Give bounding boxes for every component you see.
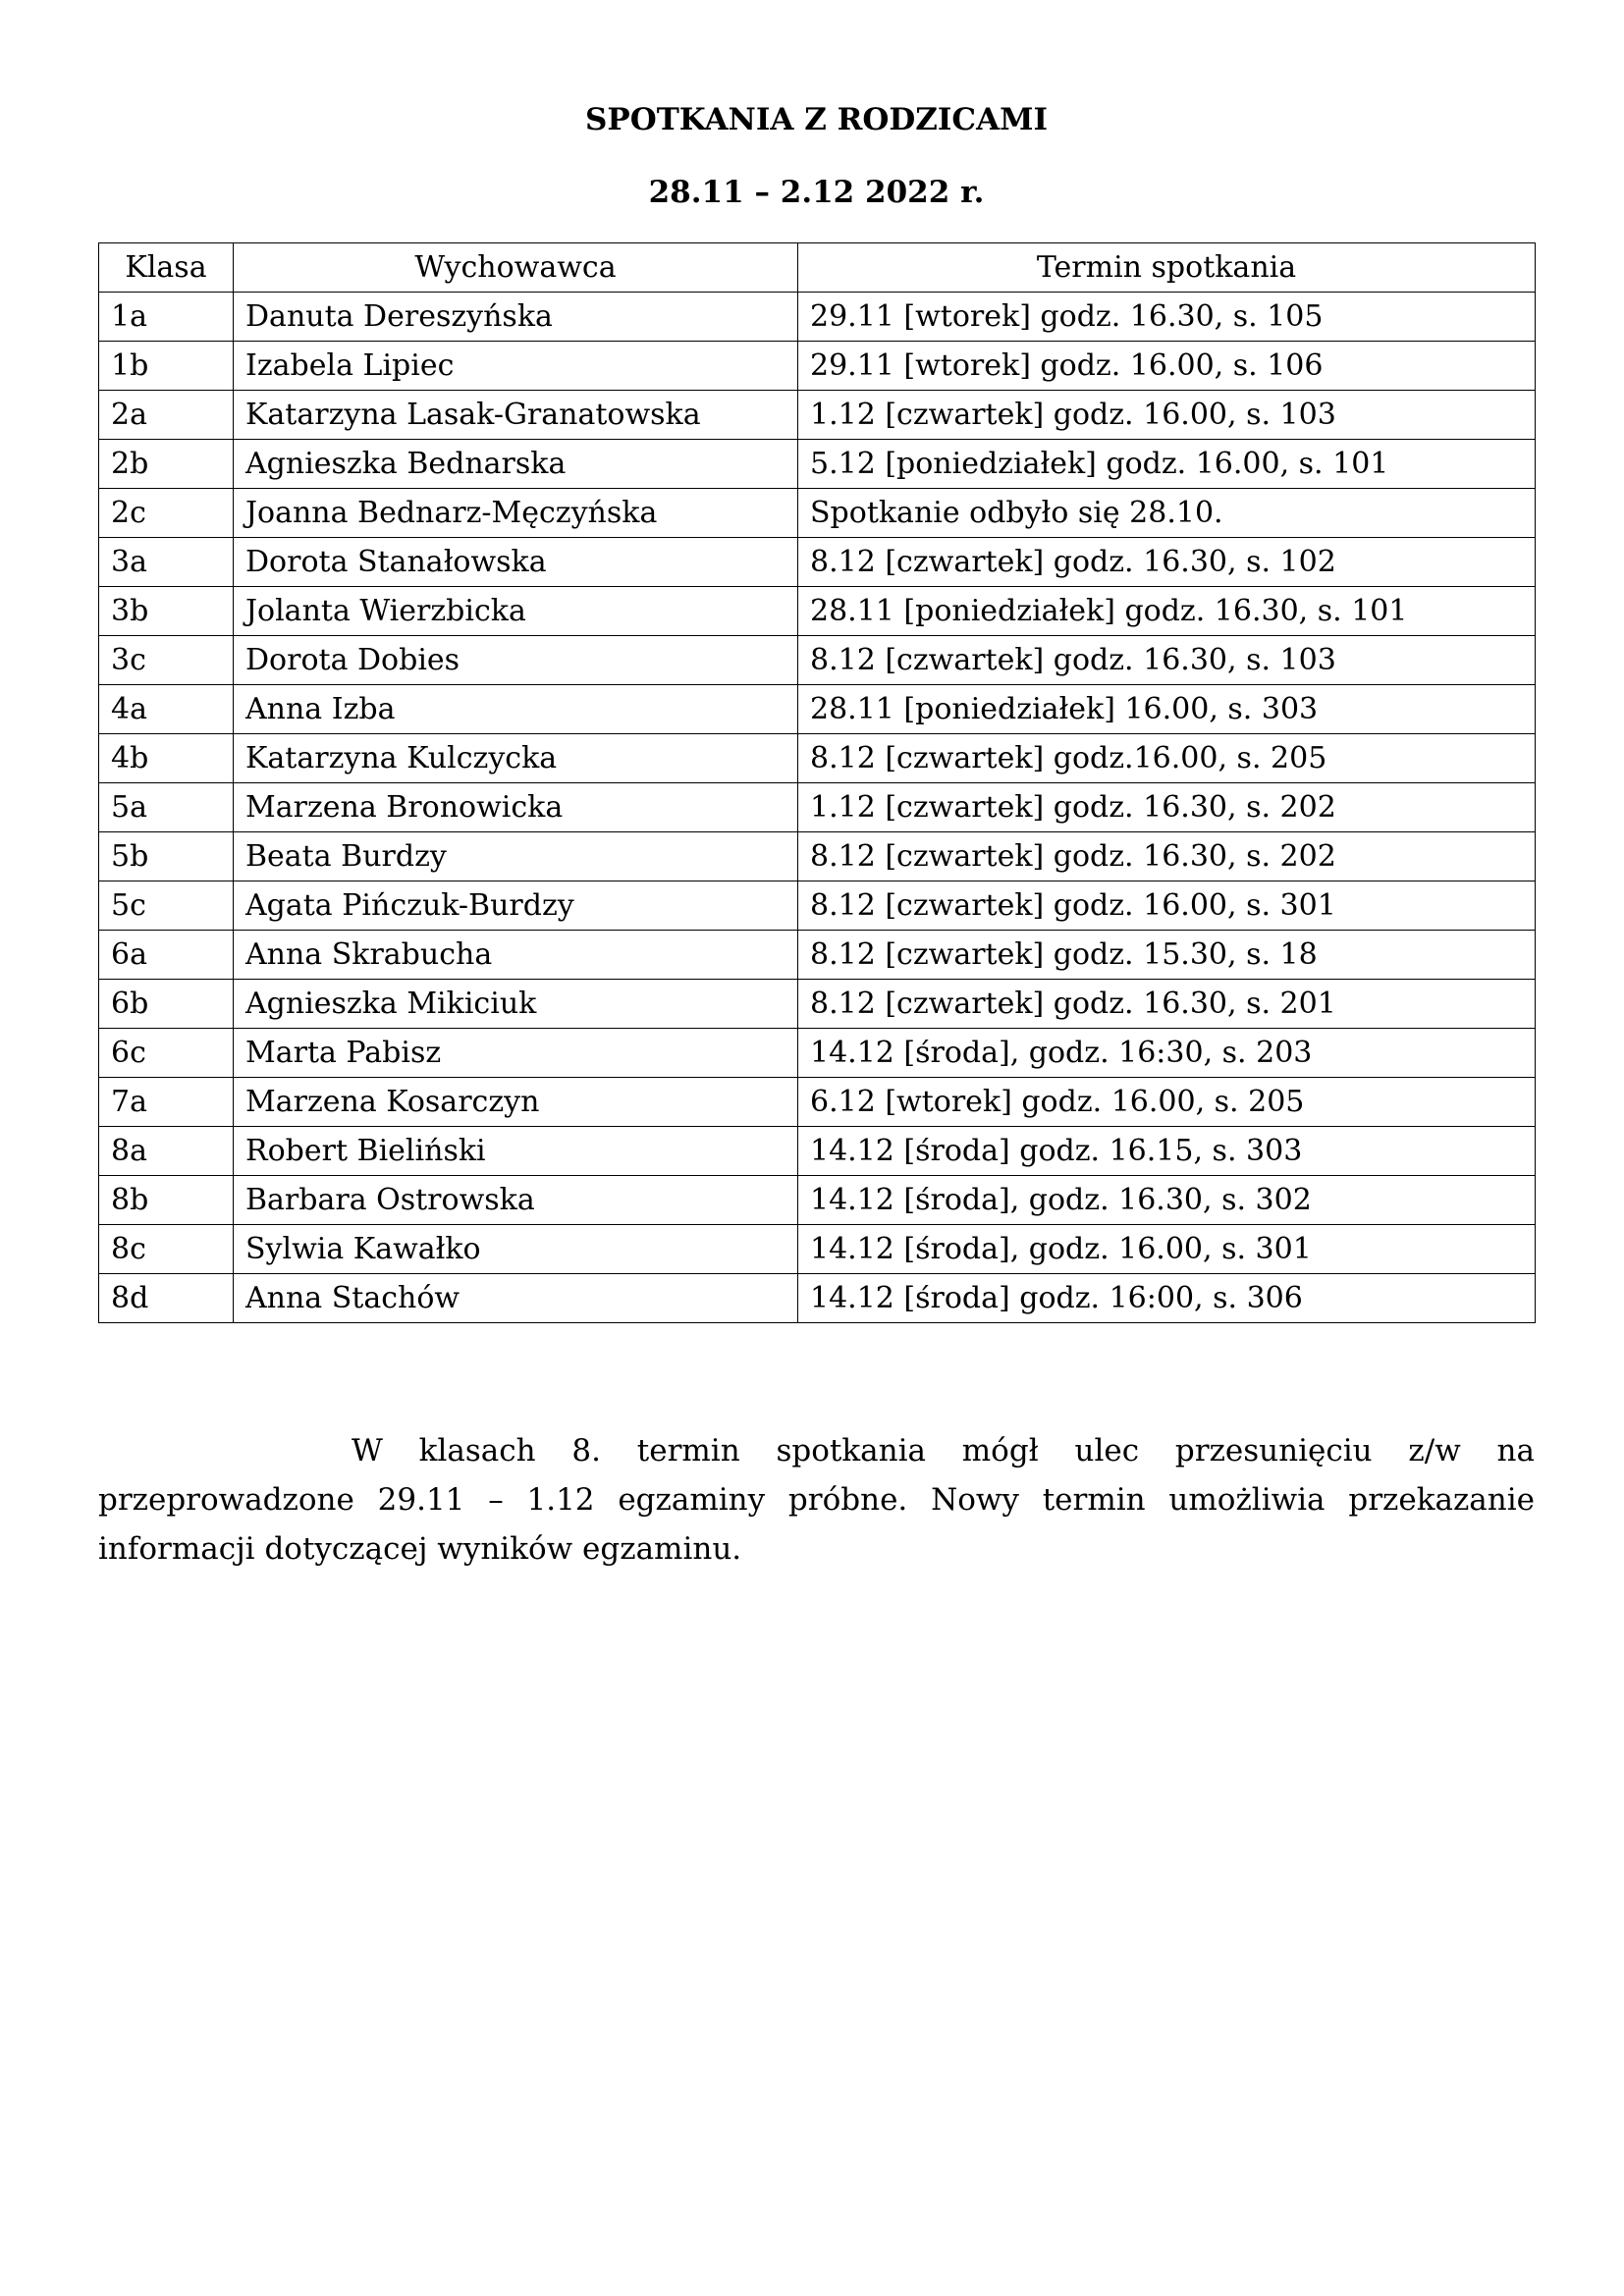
cell-teacher: Agnieszka Bednarska xyxy=(234,440,798,489)
cell-meeting-date: 1.12 [czwartek] godz. 16.00, s. 103 xyxy=(798,391,1536,440)
cell-class: 8c xyxy=(99,1225,234,1274)
cell-class: 5b xyxy=(99,832,234,881)
cell-meeting-date: 14.12 [środa], godz. 16:30, s. 203 xyxy=(798,1029,1536,1078)
cell-teacher: Robert Bieliński xyxy=(234,1127,798,1176)
cell-teacher: Anna Izba xyxy=(234,685,798,734)
table-row xyxy=(99,587,1536,636)
table-row xyxy=(99,1225,1536,1274)
table-row xyxy=(99,931,1536,980)
cell-meeting-date: 29.11 [wtorek] godz. 16.00, s. 106 xyxy=(798,342,1536,391)
table-row xyxy=(99,1176,1536,1225)
header-teacher: Wychowawca xyxy=(234,243,798,293)
table-row xyxy=(99,1078,1536,1127)
table-row xyxy=(99,636,1536,685)
table-row xyxy=(99,1127,1536,1176)
cell-meeting-date: 29.11 [wtorek] godz. 16.30, s. 105 xyxy=(798,293,1536,342)
table-row xyxy=(99,293,1536,342)
cell-teacher: Anna Skrabucha xyxy=(234,931,798,980)
cell-teacher: Katarzyna Lasak-Granatowska xyxy=(234,391,798,440)
cell-teacher: Katarzyna Kulczycka xyxy=(234,734,798,783)
cell-teacher: Marzena Bronowicka xyxy=(234,783,798,832)
cell-meeting-date: 1.12 [czwartek] godz. 16.30, s. 202 xyxy=(798,783,1536,832)
cell-teacher: Marzena Kosarczyn xyxy=(234,1078,798,1127)
table-row xyxy=(99,391,1536,440)
cell-teacher: Agata Pińczuk-Burdzy xyxy=(234,881,798,931)
cell-class: 3a xyxy=(99,538,234,587)
cell-class: 6b xyxy=(99,980,234,1029)
cell-class: 8d xyxy=(99,1274,234,1323)
cell-meeting-date: 8.12 [czwartek] godz. 16.30, s. 102 xyxy=(798,538,1536,587)
cell-meeting-date: 5.12 [poniedziałek] godz. 16.00, s. 101 xyxy=(798,440,1536,489)
cell-teacher: Sylwia Kawałko xyxy=(234,1225,798,1274)
table-row xyxy=(99,685,1536,734)
cell-teacher: Izabela Lipiec xyxy=(234,342,798,391)
cell-class: 8b xyxy=(99,1176,234,1225)
cell-teacher: Joanna Bednarz-Męczyńska xyxy=(234,489,798,538)
cell-meeting-date: 8.12 [czwartek] godz.16.00, s. 205 xyxy=(798,734,1536,783)
cell-meeting-date: 14.12 [środa], godz. 16.00, s. 301 xyxy=(798,1225,1536,1274)
cell-meeting-date: 8.12 [czwartek] godz. 16.00, s. 301 xyxy=(798,881,1536,931)
header-class: Klasa xyxy=(99,243,234,293)
table-row xyxy=(99,538,1536,587)
document-title: SPOTKANIA Z RODZICAMI xyxy=(585,102,1048,137)
cell-class: 3c xyxy=(99,636,234,685)
cell-teacher: Dorota Dobies xyxy=(234,636,798,685)
cell-meeting-date: 8.12 [czwartek] godz. 16.30, s. 103 xyxy=(798,636,1536,685)
cell-class: 6c xyxy=(99,1029,234,1078)
cell-meeting-date: 8.12 [czwartek] godz. 16.30, s. 201 xyxy=(798,980,1536,1029)
cell-class: 3b xyxy=(99,587,234,636)
cell-meeting-date: 28.11 [poniedziałek] godz. 16.30, s. 101 xyxy=(798,587,1536,636)
cell-class: 5a xyxy=(99,783,234,832)
cell-teacher: Danuta Dereszyńska xyxy=(234,293,798,342)
cell-teacher: Anna Stachów xyxy=(234,1274,798,1323)
cell-meeting-date: 28.11 [poniedziałek] 16.00, s. 303 xyxy=(798,685,1536,734)
cell-class: 6a xyxy=(99,931,234,980)
cell-teacher: Agnieszka Mikiciuk xyxy=(234,980,798,1029)
table-body xyxy=(99,293,1536,1323)
cell-class: 8a xyxy=(99,1127,234,1176)
header-meeting-date: Termin spotkania xyxy=(798,243,1536,293)
cell-class: 4b xyxy=(99,734,234,783)
meetings-table xyxy=(98,242,1536,1323)
cell-meeting-date: Spotkanie odbyło się 28.10. xyxy=(798,489,1536,538)
cell-class: 5c xyxy=(99,881,234,931)
cell-class: 2c xyxy=(99,489,234,538)
cell-class: 4a xyxy=(99,685,234,734)
cell-class: 7a xyxy=(99,1078,234,1127)
cell-class: 1a xyxy=(99,293,234,342)
table-row xyxy=(99,734,1536,783)
document-date-range: 28.11 – 2.12 2022 r. xyxy=(648,175,985,210)
cell-meeting-date: 8.12 [czwartek] godz. 16.30, s. 202 xyxy=(798,832,1536,881)
table-row xyxy=(99,1274,1536,1323)
footnote-paragraph: W klasach 8. termin spotkania mógł ulec przesunięciu z/w na przeprowadzone 29.11 – 1.12 egzaminy próbne. Nowy termin umożliwia przekazanie informacji dotyczącej wyników egzaminu. xyxy=(98,1433,1535,1567)
cell-teacher: Jolanta Wierzbicka xyxy=(234,587,798,636)
cell-class: 2a xyxy=(99,391,234,440)
cell-class: 1b xyxy=(99,342,234,391)
cell-teacher: Marta Pabisz xyxy=(234,1029,798,1078)
table-row xyxy=(99,980,1536,1029)
cell-class: 2b xyxy=(99,440,234,489)
table-header xyxy=(99,243,1536,293)
table-row xyxy=(99,832,1536,881)
cell-teacher: Dorota Stanałowska xyxy=(234,538,798,587)
table-row xyxy=(99,440,1536,489)
table-row xyxy=(99,783,1536,832)
cell-teacher: Barbara Ostrowska xyxy=(234,1176,798,1225)
cell-meeting-date: 14.12 [środa] godz. 16:00, s. 306 xyxy=(798,1274,1536,1323)
table-row xyxy=(99,1029,1536,1078)
cell-meeting-date: 8.12 [czwartek] godz. 15.30, s. 18 xyxy=(798,931,1536,980)
cell-meeting-date: 6.12 [wtorek] godz. 16.00, s. 205 xyxy=(798,1078,1536,1127)
cell-meeting-date: 14.12 [środa], godz. 16.30, s. 302 xyxy=(798,1176,1536,1225)
table-row xyxy=(99,881,1536,931)
cell-teacher: Beata Burdzy xyxy=(234,832,798,881)
table-header-row xyxy=(99,243,1536,293)
cell-meeting-date: 14.12 [środa] godz. 16.15, s. 303 xyxy=(798,1127,1536,1176)
table-row xyxy=(99,489,1536,538)
table-row xyxy=(99,342,1536,391)
